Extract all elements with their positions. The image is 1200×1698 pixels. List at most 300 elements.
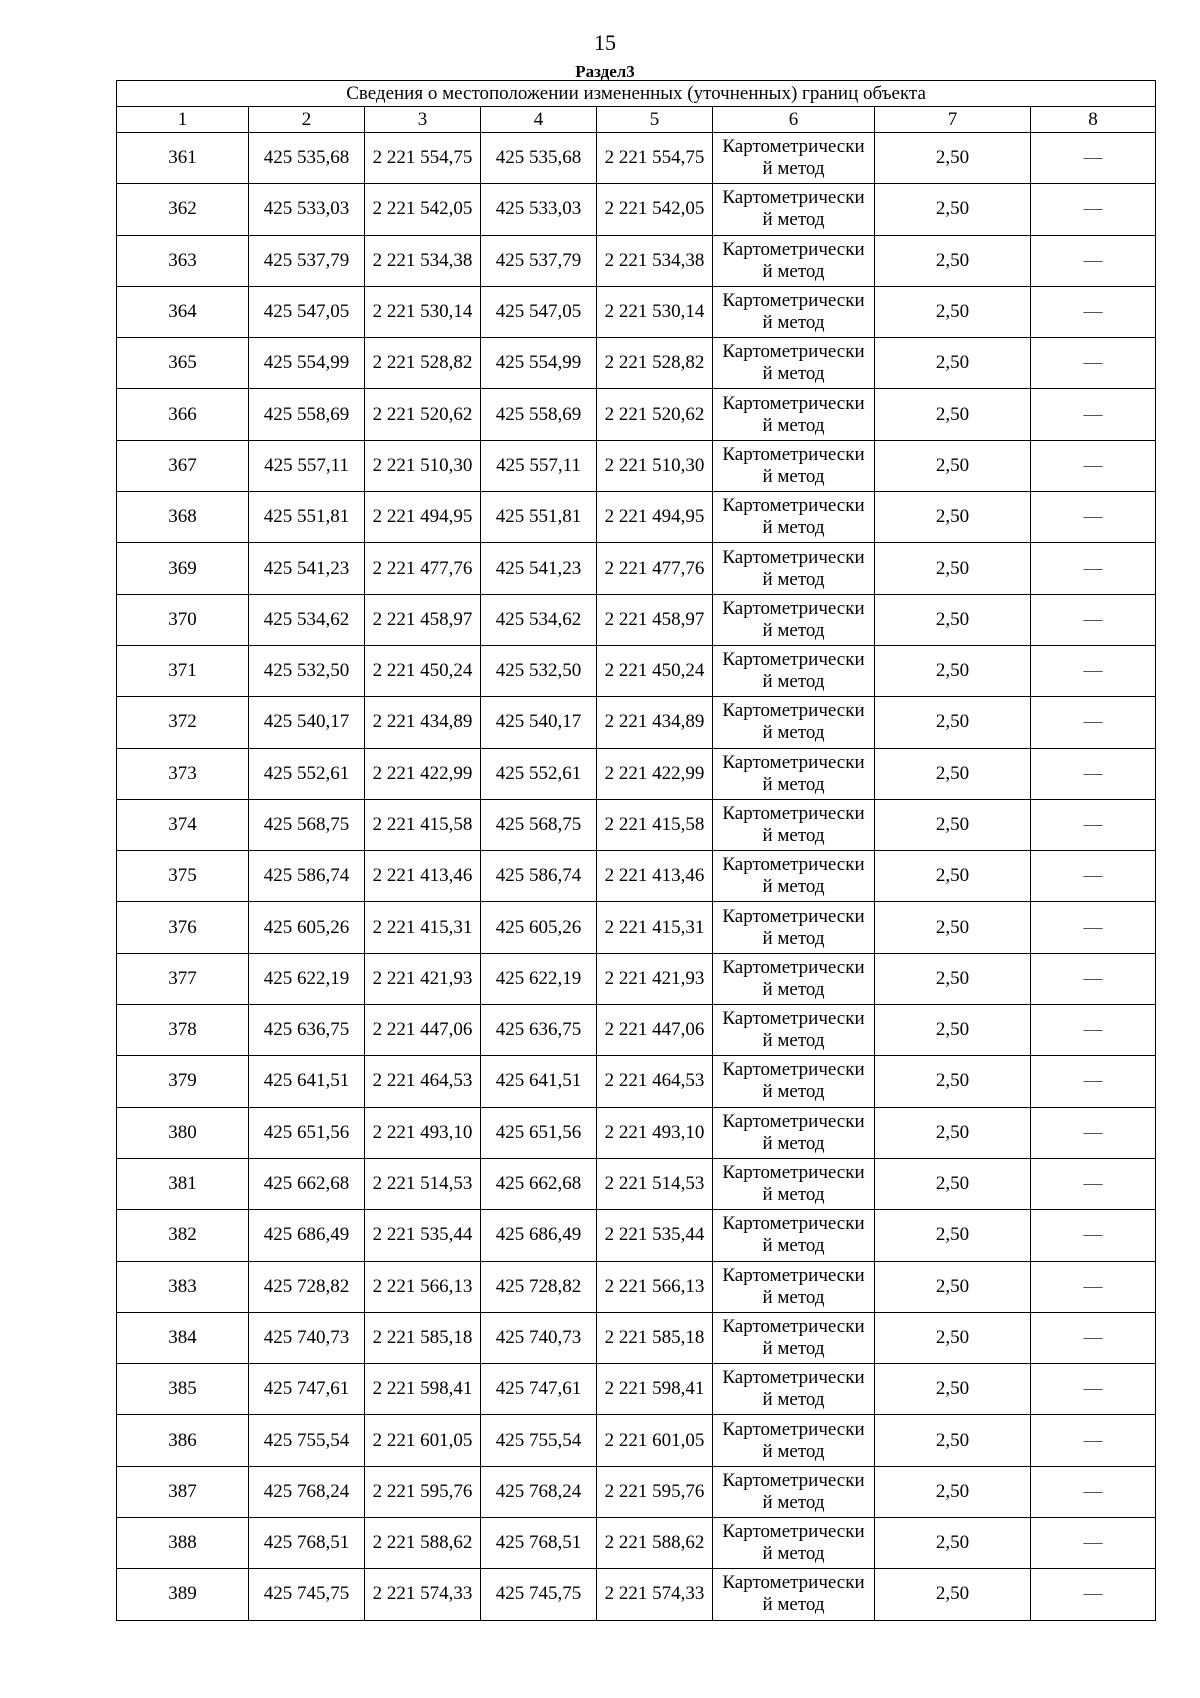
y-new-cell: 2 221 574,33 xyxy=(597,1569,713,1620)
y-new-cell: 2 221 450,24 xyxy=(597,645,713,696)
y-old-cell: 2 221 415,58 xyxy=(365,799,481,850)
method-text-line-1: Картометрически xyxy=(722,495,865,517)
x-old-cell: 425 686,49 xyxy=(249,1210,365,1261)
description-cell: — xyxy=(1031,389,1156,440)
description-cell: — xyxy=(1031,184,1156,235)
method-cell xyxy=(713,748,875,799)
column-number: 2 xyxy=(249,107,365,133)
method-text-line-1: Картометрически xyxy=(722,649,865,671)
description-cell: — xyxy=(1031,1364,1156,1415)
point-number-cell: 379 xyxy=(117,1056,249,1107)
accuracy-cell: 2,50 xyxy=(875,697,1031,748)
table-body xyxy=(117,133,1156,1621)
x-old-cell: 425 534,62 xyxy=(249,594,365,645)
table-row xyxy=(117,953,1156,1004)
method-text-line-1: Картометрически xyxy=(722,1367,865,1389)
description-cell: — xyxy=(1031,851,1156,902)
point-number-cell: 378 xyxy=(117,1005,249,1056)
description-cell: — xyxy=(1031,133,1156,184)
method-cell xyxy=(713,1261,875,1312)
method-text-line-2: й метод xyxy=(762,773,825,795)
description-cell: — xyxy=(1031,440,1156,491)
y-new-cell: 2 221 415,31 xyxy=(597,902,713,953)
y-new-cell: 2 221 493,10 xyxy=(597,1107,713,1158)
method-text-line-2: й метод xyxy=(762,1235,825,1257)
method-text-line-2: й метод xyxy=(762,671,825,693)
x-new-cell: 425 557,11 xyxy=(481,440,597,491)
table-title-row xyxy=(117,81,1156,107)
point-number-cell: 385 xyxy=(117,1364,249,1415)
x-old-cell: 425 641,51 xyxy=(249,1056,365,1107)
method-text-line-2: й метод xyxy=(762,260,825,282)
y-new-cell: 2 221 585,18 xyxy=(597,1312,713,1363)
accuracy-cell: 2,50 xyxy=(875,1056,1031,1107)
description-cell: — xyxy=(1031,594,1156,645)
y-old-cell: 2 221 477,76 xyxy=(365,543,481,594)
x-new-cell: 425 768,51 xyxy=(481,1518,597,1569)
accuracy-cell: 2,50 xyxy=(875,1005,1031,1056)
method-cell xyxy=(713,1364,875,1415)
x-old-cell: 425 533,03 xyxy=(249,184,365,235)
method-cell xyxy=(713,645,875,696)
y-new-cell: 2 221 464,53 xyxy=(597,1056,713,1107)
x-new-cell: 425 552,61 xyxy=(481,748,597,799)
table-row xyxy=(117,389,1156,440)
table-row xyxy=(117,645,1156,696)
section-title: Раздел3 xyxy=(575,62,635,81)
x-old-cell: 425 745,75 xyxy=(249,1569,365,1620)
column-number-row xyxy=(117,107,1156,133)
x-old-cell: 425 636,75 xyxy=(249,1005,365,1056)
y-new-cell: 2 221 422,99 xyxy=(597,748,713,799)
description-cell: — xyxy=(1031,1158,1156,1209)
description-cell: — xyxy=(1031,235,1156,286)
y-old-cell: 2 221 447,06 xyxy=(365,1005,481,1056)
x-new-cell: 425 740,73 xyxy=(481,1312,597,1363)
x-new-cell: 425 586,74 xyxy=(481,851,597,902)
description-cell: — xyxy=(1031,645,1156,696)
y-old-cell: 2 221 464,53 xyxy=(365,1056,481,1107)
method-text-line-1: Картометрически xyxy=(722,1521,865,1543)
y-old-cell: 2 221 450,24 xyxy=(365,645,481,696)
description-cell: — xyxy=(1031,1466,1156,1517)
method-text-line-1: Картометрически xyxy=(722,1213,865,1235)
method-text-line-2: й метод xyxy=(762,312,825,334)
accuracy-cell: 2,50 xyxy=(875,851,1031,902)
x-old-cell: 425 747,61 xyxy=(249,1364,365,1415)
description-cell: — xyxy=(1031,1312,1156,1363)
table-row xyxy=(117,1364,1156,1415)
accuracy-cell: 2,50 xyxy=(875,645,1031,696)
x-new-cell: 425 540,17 xyxy=(481,697,597,748)
y-old-cell: 2 221 535,44 xyxy=(365,1210,481,1261)
method-text-line-2: й метод xyxy=(762,1132,825,1154)
table-row xyxy=(117,1261,1156,1312)
method-text-line-1: Картометрически xyxy=(722,341,865,363)
accuracy-cell: 2,50 xyxy=(875,235,1031,286)
point-number-cell: 371 xyxy=(117,645,249,696)
y-new-cell: 2 221 601,05 xyxy=(597,1415,713,1466)
method-cell xyxy=(713,851,875,902)
method-cell xyxy=(713,338,875,389)
y-new-cell: 2 221 542,05 xyxy=(597,184,713,235)
y-old-cell: 2 221 598,41 xyxy=(365,1364,481,1415)
x-old-cell: 425 537,79 xyxy=(249,235,365,286)
description-cell: — xyxy=(1031,492,1156,543)
description-cell: — xyxy=(1031,1415,1156,1466)
point-number-cell: 364 xyxy=(117,286,249,337)
x-new-cell: 425 558,69 xyxy=(481,389,597,440)
method-cell xyxy=(713,1107,875,1158)
column-number: 1 xyxy=(117,107,249,133)
table-row xyxy=(117,1005,1156,1056)
method-text-line-1: Картометрически xyxy=(722,1264,865,1286)
method-text-line-2: й метод xyxy=(762,927,825,949)
method-cell xyxy=(713,1518,875,1569)
y-new-cell: 2 221 458,97 xyxy=(597,594,713,645)
y-old-cell: 2 221 528,82 xyxy=(365,338,481,389)
method-text-line-2: й метод xyxy=(762,1286,825,1308)
table-row xyxy=(117,1569,1156,1620)
method-text-line-2: й метод xyxy=(762,1543,825,1565)
y-new-cell: 2 221 588,62 xyxy=(597,1518,713,1569)
method-cell xyxy=(713,133,875,184)
x-new-cell: 425 532,50 xyxy=(481,645,597,696)
x-new-cell: 425 641,51 xyxy=(481,1056,597,1107)
y-new-cell: 2 221 530,14 xyxy=(597,286,713,337)
x-new-cell: 425 568,75 xyxy=(481,799,597,850)
x-new-cell: 425 622,19 xyxy=(481,953,597,1004)
x-old-cell: 425 557,11 xyxy=(249,440,365,491)
description-cell: — xyxy=(1031,902,1156,953)
boundary-coordinates-table xyxy=(116,80,1156,1621)
accuracy-cell: 2,50 xyxy=(875,1261,1031,1312)
x-new-cell: 425 768,24 xyxy=(481,1466,597,1517)
method-text-line-2: й метод xyxy=(762,1030,825,1052)
method-text-line-2: й метод xyxy=(762,1081,825,1103)
description-cell: — xyxy=(1031,697,1156,748)
table-row xyxy=(117,1210,1156,1261)
table-row xyxy=(117,492,1156,543)
table-row xyxy=(117,902,1156,953)
description-cell: — xyxy=(1031,1210,1156,1261)
description-cell: — xyxy=(1031,799,1156,850)
method-text-line-2: й метод xyxy=(762,363,825,385)
point-number-cell: 383 xyxy=(117,1261,249,1312)
table-row xyxy=(117,799,1156,850)
y-new-cell: 2 221 514,53 xyxy=(597,1158,713,1209)
x-old-cell: 425 622,19 xyxy=(249,953,365,1004)
x-old-cell: 425 535,68 xyxy=(249,133,365,184)
x-new-cell: 425 537,79 xyxy=(481,235,597,286)
method-cell xyxy=(713,902,875,953)
table-row xyxy=(117,1158,1156,1209)
y-new-cell: 2 221 535,44 xyxy=(597,1210,713,1261)
accuracy-cell: 2,50 xyxy=(875,594,1031,645)
column-number: 4 xyxy=(481,107,597,133)
point-number-cell: 367 xyxy=(117,440,249,491)
point-number-cell: 361 xyxy=(117,133,249,184)
method-text-line-2: й метод xyxy=(762,517,825,539)
method-text-line-2: й метод xyxy=(762,619,825,641)
description-cell: — xyxy=(1031,748,1156,799)
y-old-cell: 2 221 601,05 xyxy=(365,1415,481,1466)
y-old-cell: 2 221 585,18 xyxy=(365,1312,481,1363)
method-text-line-1: Картометрически xyxy=(722,1059,865,1081)
point-number-cell: 384 xyxy=(117,1312,249,1363)
x-old-cell: 425 552,61 xyxy=(249,748,365,799)
y-old-cell: 2 221 542,05 xyxy=(365,184,481,235)
y-new-cell: 2 221 494,95 xyxy=(597,492,713,543)
column-number: 5 xyxy=(597,107,713,133)
x-new-cell: 425 547,05 xyxy=(481,286,597,337)
y-old-cell: 2 221 413,46 xyxy=(365,851,481,902)
method-cell xyxy=(713,492,875,543)
method-text-line-1: Картометрически xyxy=(722,187,865,209)
accuracy-cell: 2,50 xyxy=(875,799,1031,850)
table-row xyxy=(117,851,1156,902)
accuracy-cell: 2,50 xyxy=(875,1107,1031,1158)
method-text-line-2: й метод xyxy=(762,722,825,744)
x-new-cell: 425 535,68 xyxy=(481,133,597,184)
method-cell xyxy=(713,235,875,286)
x-new-cell: 425 747,61 xyxy=(481,1364,597,1415)
accuracy-cell: 2,50 xyxy=(875,338,1031,389)
page-number: 15 xyxy=(594,30,616,55)
y-new-cell: 2 221 447,06 xyxy=(597,1005,713,1056)
method-cell xyxy=(713,697,875,748)
y-old-cell: 2 221 458,97 xyxy=(365,594,481,645)
table-row xyxy=(117,440,1156,491)
method-cell xyxy=(713,543,875,594)
description-cell: — xyxy=(1031,338,1156,389)
y-old-cell: 2 221 514,53 xyxy=(365,1158,481,1209)
method-text-line-1: Картометрически xyxy=(722,290,865,312)
x-old-cell: 425 532,50 xyxy=(249,645,365,696)
x-old-cell: 425 558,69 xyxy=(249,389,365,440)
y-old-cell: 2 221 574,33 xyxy=(365,1569,481,1620)
point-number-cell: 372 xyxy=(117,697,249,748)
y-old-cell: 2 221 415,31 xyxy=(365,902,481,953)
method-text-line-1: Картометрически xyxy=(722,238,865,260)
method-text-line-1: Картометрически xyxy=(722,1162,865,1184)
y-old-cell: 2 221 566,13 xyxy=(365,1261,481,1312)
point-number-cell: 377 xyxy=(117,953,249,1004)
point-number-cell: 375 xyxy=(117,851,249,902)
description-cell: — xyxy=(1031,286,1156,337)
accuracy-cell: 2,50 xyxy=(875,953,1031,1004)
table-row xyxy=(117,286,1156,337)
y-new-cell: 2 221 534,38 xyxy=(597,235,713,286)
method-text-line-1: Картометрически xyxy=(722,597,865,619)
method-cell xyxy=(713,1056,875,1107)
method-text-line-1: Картометрически xyxy=(722,1110,865,1132)
y-new-cell: 2 221 566,13 xyxy=(597,1261,713,1312)
method-text-line-1: Картометрически xyxy=(722,905,865,927)
description-cell: — xyxy=(1031,1005,1156,1056)
y-new-cell: 2 221 434,89 xyxy=(597,697,713,748)
x-old-cell: 425 568,75 xyxy=(249,799,365,850)
y-old-cell: 2 221 494,95 xyxy=(365,492,481,543)
method-cell xyxy=(713,594,875,645)
method-text-line-2: й метод xyxy=(762,209,825,231)
x-old-cell: 425 541,23 xyxy=(249,543,365,594)
y-new-cell: 2 221 554,75 xyxy=(597,133,713,184)
point-number-cell: 365 xyxy=(117,338,249,389)
method-text-line-2: й метод xyxy=(762,825,825,846)
y-old-cell: 2 221 493,10 xyxy=(365,1107,481,1158)
accuracy-cell: 2,50 xyxy=(875,184,1031,235)
method-text-line-1: Картометрически xyxy=(722,1315,865,1337)
x-new-cell: 425 728,82 xyxy=(481,1261,597,1312)
table-row xyxy=(117,1518,1156,1569)
table-row xyxy=(117,1466,1156,1517)
point-number-cell: 382 xyxy=(117,1210,249,1261)
x-new-cell: 425 541,23 xyxy=(481,543,597,594)
x-new-cell: 425 554,99 xyxy=(481,338,597,389)
accuracy-cell: 2,50 xyxy=(875,1415,1031,1466)
method-text-line-1: Картометрически xyxy=(722,1469,865,1491)
table-row xyxy=(117,697,1156,748)
y-old-cell: 2 221 534,38 xyxy=(365,235,481,286)
accuracy-cell: 2,50 xyxy=(875,440,1031,491)
method-text-line-2: й метод xyxy=(762,568,825,590)
point-number-cell: 387 xyxy=(117,1466,249,1517)
x-old-cell: 425 755,54 xyxy=(249,1415,365,1466)
table-row xyxy=(117,133,1156,184)
method-text-line-1: Картометрически xyxy=(722,1572,865,1594)
column-number: 7 xyxy=(875,107,1031,133)
method-text-line-2: й метод xyxy=(762,1491,825,1513)
x-old-cell: 425 662,68 xyxy=(249,1158,365,1209)
table-row xyxy=(117,184,1156,235)
x-old-cell: 425 605,26 xyxy=(249,902,365,953)
x-old-cell: 425 740,73 xyxy=(249,1312,365,1363)
x-old-cell: 425 651,56 xyxy=(249,1107,365,1158)
column-number: 6 xyxy=(713,107,875,133)
method-text-line-1: Картометрически xyxy=(722,751,865,773)
method-cell xyxy=(713,1415,875,1466)
method-text-line-2: й метод xyxy=(762,414,825,436)
method-text-line-1: Картометрически xyxy=(722,1008,865,1030)
accuracy-cell: 2,50 xyxy=(875,492,1031,543)
method-text-line-2: й метод xyxy=(762,978,825,1000)
accuracy-cell: 2,50 xyxy=(875,1569,1031,1620)
method-cell xyxy=(713,1312,875,1363)
method-cell xyxy=(713,1466,875,1517)
y-old-cell: 2 221 595,76 xyxy=(365,1466,481,1517)
method-text-line-2: й метод xyxy=(762,465,825,487)
y-new-cell: 2 221 421,93 xyxy=(597,953,713,1004)
method-text-line-1: Картометрически xyxy=(722,136,865,158)
accuracy-cell: 2,50 xyxy=(875,1210,1031,1261)
point-number-cell: 362 xyxy=(117,184,249,235)
method-text-line-1: Картометрически xyxy=(722,1418,865,1440)
description-cell: — xyxy=(1031,1107,1156,1158)
table-title: Сведения о местоположении измененных (уточненных) границ объекта xyxy=(117,81,1156,107)
method-text-line-1: Картометрически xyxy=(722,803,865,824)
y-new-cell: 2 221 413,46 xyxy=(597,851,713,902)
x-new-cell: 425 534,62 xyxy=(481,594,597,645)
y-old-cell: 2 221 510,30 xyxy=(365,440,481,491)
x-new-cell: 425 755,54 xyxy=(481,1415,597,1466)
method-cell xyxy=(713,440,875,491)
y-new-cell: 2 221 598,41 xyxy=(597,1364,713,1415)
accuracy-cell: 2,50 xyxy=(875,1466,1031,1517)
table-row xyxy=(117,748,1156,799)
point-number-cell: 381 xyxy=(117,1158,249,1209)
accuracy-cell: 2,50 xyxy=(875,1518,1031,1569)
method-cell xyxy=(713,1210,875,1261)
point-number-cell: 380 xyxy=(117,1107,249,1158)
x-new-cell: 425 636,75 xyxy=(481,1005,597,1056)
method-text-line-1: Картометрически xyxy=(722,392,865,414)
x-old-cell: 425 728,82 xyxy=(249,1261,365,1312)
x-old-cell: 425 540,17 xyxy=(249,697,365,748)
table-row xyxy=(117,543,1156,594)
y-new-cell: 2 221 510,30 xyxy=(597,440,713,491)
x-new-cell: 425 533,03 xyxy=(481,184,597,235)
point-number-cell: 389 xyxy=(117,1569,249,1620)
accuracy-cell: 2,50 xyxy=(875,133,1031,184)
method-text-line-2: й метод xyxy=(762,1337,825,1359)
method-cell xyxy=(713,1569,875,1620)
x-old-cell: 425 586,74 xyxy=(249,851,365,902)
y-old-cell: 2 221 421,93 xyxy=(365,953,481,1004)
y-old-cell: 2 221 530,14 xyxy=(365,286,481,337)
method-text-line-1: Картометрически xyxy=(722,443,865,465)
x-old-cell: 425 551,81 xyxy=(249,492,365,543)
method-text-line-1: Картометрически xyxy=(722,854,865,876)
method-text-line-2: й метод xyxy=(762,876,825,898)
point-number-cell: 374 xyxy=(117,799,249,850)
x-old-cell: 425 554,99 xyxy=(249,338,365,389)
y-old-cell: 2 221 588,62 xyxy=(365,1518,481,1569)
description-cell: — xyxy=(1031,1056,1156,1107)
point-number-cell: 373 xyxy=(117,748,249,799)
method-cell xyxy=(713,389,875,440)
x-old-cell: 425 768,24 xyxy=(249,1466,365,1517)
y-old-cell: 2 221 422,99 xyxy=(365,748,481,799)
accuracy-cell: 2,50 xyxy=(875,389,1031,440)
method-cell xyxy=(713,953,875,1004)
x-new-cell: 425 651,56 xyxy=(481,1107,597,1158)
method-cell xyxy=(713,1005,875,1056)
description-cell: — xyxy=(1031,1518,1156,1569)
point-number-cell: 370 xyxy=(117,594,249,645)
accuracy-cell: 2,50 xyxy=(875,1312,1031,1363)
accuracy-cell: 2,50 xyxy=(875,902,1031,953)
table-row xyxy=(117,1056,1156,1107)
method-text-line-1: Картометрически xyxy=(722,546,865,568)
description-cell: — xyxy=(1031,953,1156,1004)
method-text-line-2: й метод xyxy=(762,1594,825,1616)
method-cell xyxy=(713,286,875,337)
method-cell xyxy=(713,1158,875,1209)
method-text-line-2: й метод xyxy=(762,1440,825,1462)
accuracy-cell: 2,50 xyxy=(875,543,1031,594)
y-old-cell: 2 221 554,75 xyxy=(365,133,481,184)
y-new-cell: 2 221 595,76 xyxy=(597,1466,713,1517)
point-number-cell: 369 xyxy=(117,543,249,594)
method-text-line-1: Картометрически xyxy=(722,700,865,722)
point-number-cell: 368 xyxy=(117,492,249,543)
table-row xyxy=(117,1415,1156,1466)
point-number-cell: 386 xyxy=(117,1415,249,1466)
x-old-cell: 425 768,51 xyxy=(249,1518,365,1569)
x-new-cell: 425 551,81 xyxy=(481,492,597,543)
point-number-cell: 363 xyxy=(117,235,249,286)
